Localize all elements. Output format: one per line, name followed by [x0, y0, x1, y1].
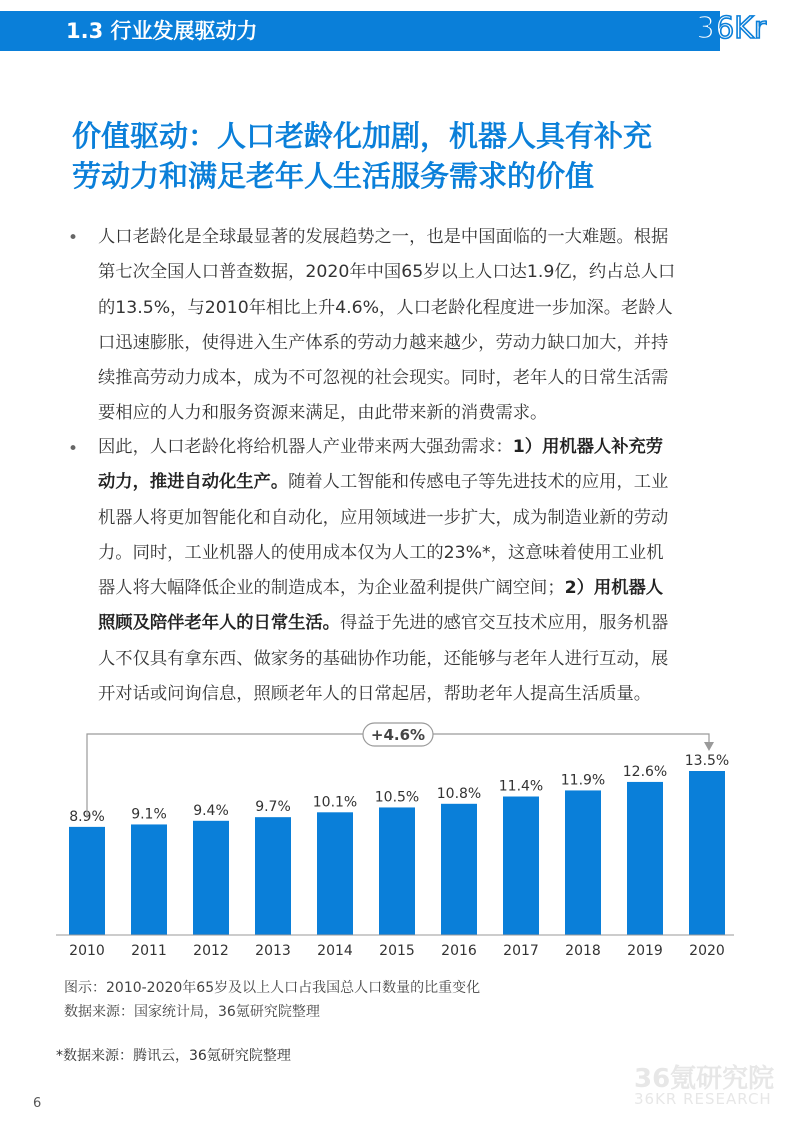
bar-2018 [565, 790, 601, 935]
value-label-2016: 10.8% [436, 785, 482, 802]
paragraph-line: 要相应的人力和服务资源来满足，由此带来新的消费需求。 [98, 403, 548, 424]
paragraph-line: 人不仅具有拿东西、做家务的基础协作功能，还能够与老年人进行互动，展 [98, 648, 669, 669]
emphasis-text: 动力，推进自动化生产。 [98, 472, 289, 493]
value-label-2018: 11.9% [560, 772, 606, 789]
bar-2020 [689, 771, 725, 935]
bar-2019 [627, 782, 663, 935]
arrow-down-icon [704, 742, 714, 751]
bar-2013 [255, 817, 291, 935]
x-tick-2016: 2016 [441, 943, 477, 959]
value-label-2020: 13.5% [684, 753, 730, 769]
footnote: *数据来源：腾讯云，36氪研究院整理 [56, 1048, 291, 1064]
headline-line-1: 价值驱动：人口老龄化加剧，机器人具有补充 [72, 119, 653, 153]
paragraph-line: 机器人将更加智能化和自动化，应用领域进一步扩大，成为制造业新的劳动 [98, 507, 669, 528]
x-tick-2014: 2014 [317, 943, 353, 959]
paragraph-line [98, 430, 738, 465]
figure-source: 数据来源：国家统计局，36氪研究院整理 [64, 1004, 320, 1020]
paragraph-line [98, 465, 738, 500]
aging-ratio-bar-chart [0, 715, 794, 975]
logo-text: 36Kr [696, 11, 767, 46]
value-label-2013: 9.7% [255, 799, 291, 816]
bullet-icon: • [68, 228, 79, 248]
bullet-icon: • [68, 439, 79, 459]
value-label-2010: 8.9% [69, 808, 105, 825]
36kr-logo [694, 0, 794, 52]
value-label-2017: 11.4% [498, 778, 544, 795]
paragraph-line: 人口老龄化是全球最显著的发展趋势之一，也是中国面临的一大难题。根据 [98, 227, 669, 247]
bar-2011 [131, 824, 167, 935]
x-tick-2018: 2018 [565, 943, 601, 959]
bar-2014 [317, 812, 353, 935]
value-label-2011: 9.1% [131, 806, 167, 823]
paragraph-line: 口迅速膨胀，使得进入生产体系的劳动力越来越少，劳动力缺口加大，并持 [98, 332, 669, 353]
x-tick-2019: 2019 [627, 943, 663, 959]
page-headline [72, 116, 772, 196]
page-header [0, 0, 794, 55]
value-label-2012: 9.4% [193, 802, 229, 819]
x-tick-2010: 2010 [69, 943, 105, 959]
paragraph-line: 开对话或问询信息，照顾老年人的日常起居，帮助老年人提高生活质量。 [98, 684, 652, 705]
paragraph-line [98, 606, 738, 641]
chart-x-tick-labels [69, 943, 725, 959]
text-run: 因此，人口老龄化将给机器人产业带来两大强劲需求： [98, 437, 513, 457]
value-label-2014: 10.1% [312, 794, 358, 811]
figure-caption: 图示：2010-2020年65岁及以上人口占我国总人口数量的比重变化 [64, 980, 481, 996]
bar-2015 [379, 807, 415, 935]
x-tick-2017: 2017 [503, 943, 539, 959]
watermark-cn: 36氪研究院 [634, 1064, 775, 1094]
paragraph-line: 第七次全国人口普查数据，2020年中国65岁以上人口达1.9亿，约占总人口 [98, 262, 676, 283]
emphasis-text: 2）用机器人 [564, 578, 664, 599]
paragraph-line: 的13.5%，与2010年相比上升4.6%，人口老龄化程度进一步加深。老龄人 [98, 297, 673, 318]
text-run: 得益于先进的感官交互技术应用，服务机器 [339, 613, 669, 634]
value-label-2019: 12.6% [622, 763, 668, 780]
paragraph-line: 续推高劳动力成本，成为不可忽视的社会现实。同时，老年人的日常生活需 [98, 368, 669, 389]
x-tick-2012: 2012 [193, 943, 229, 959]
bar-2012 [193, 821, 229, 935]
bar-2010 [69, 827, 105, 935]
headline-line-2: 劳动力和满足老年人生活服务需求的价值 [72, 159, 595, 193]
x-tick-2011: 2011 [131, 943, 167, 959]
section-title: 1.3 行业发展驱动力 [66, 19, 258, 43]
bar-2016 [441, 804, 477, 935]
paragraph-demand [98, 430, 738, 712]
watermark-en: 36KR RESEARCH [634, 1090, 772, 1108]
value-label-2015: 10.5% [374, 789, 420, 806]
x-tick-2020: 2020 [689, 943, 725, 959]
text-run: 随着人工智能和传感电子等先进技术的应用，工业 [288, 472, 669, 493]
emphasis-text: 1）用机器人补充劳 [512, 437, 664, 457]
paragraph-line [98, 571, 738, 606]
annotation-label: +4.6% [370, 726, 426, 744]
page-number: 6 [33, 1096, 42, 1111]
paragraph-aging [98, 220, 738, 432]
x-tick-2013: 2013 [255, 943, 291, 959]
x-tick-2015: 2015 [379, 943, 415, 959]
bar-2017 [503, 797, 539, 935]
paragraph-line: 力。同时，工业机器人的使用成本仅为人工的23%*，这意味着使用工业机 [98, 542, 664, 563]
text-run: 器人将大幅降低企业的制造成本，为企业盈利提供广阔空间； [98, 578, 565, 599]
emphasis-text: 照顾及陪伴老年人的日常生活。 [98, 613, 340, 634]
